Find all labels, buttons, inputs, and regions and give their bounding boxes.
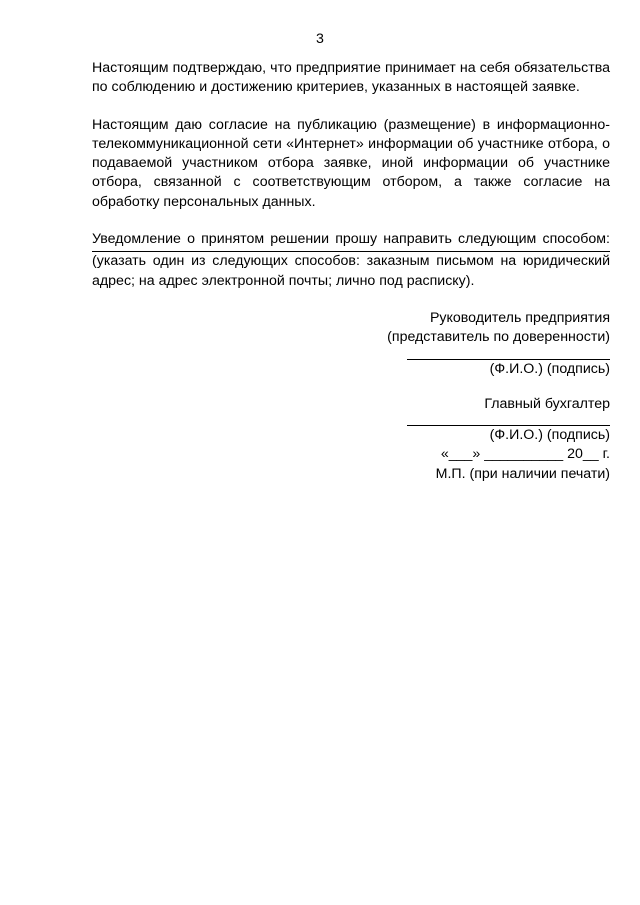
head-title-line2: (представитель по доверенности): [387, 329, 610, 346]
head-signature-caption: (Ф.И.О.) (подпись): [489, 360, 610, 377]
notification-hint: (указать один из следующих способов: заказным письмом на юридический адрес; на адрес электронной почты; лично под расписку).: [92, 253, 610, 289]
page-number: 3: [316, 31, 324, 47]
notification-paragraph: Уведомление о принятом решении прошу направить следующим способом:: [92, 231, 610, 248]
consent-paragraph: Настоящим даю согласие на публикацию (размещение) в информационно-телекоммуникационной сети «Интернет» информации об участнике отбора, о подаваемой участником отбора заявке, иной информации об участнике отбора, связанной с соответствующим отбором, а также согласие на обработку персональных данных.: [92, 116, 610, 210]
stamp-note: М.П. (при наличии печати): [435, 465, 610, 482]
accountant-signature-caption: (Ф.И.О.) (подпись): [489, 427, 610, 444]
obligation-paragraph: Настоящим подтверждаю, что предприятие принимает на себя обязательства по соблюдению и достижению критериев, указанных в настоящей заявке.: [92, 60, 610, 96]
date-line: «___» __________ 20__ г.: [440, 446, 610, 463]
accountant-title: Главный бухгалтер: [484, 395, 610, 412]
signature-block: [92, 309, 610, 484]
document-body: [92, 59, 610, 484]
head-title-line1: Руководитель предприятия: [429, 309, 610, 326]
